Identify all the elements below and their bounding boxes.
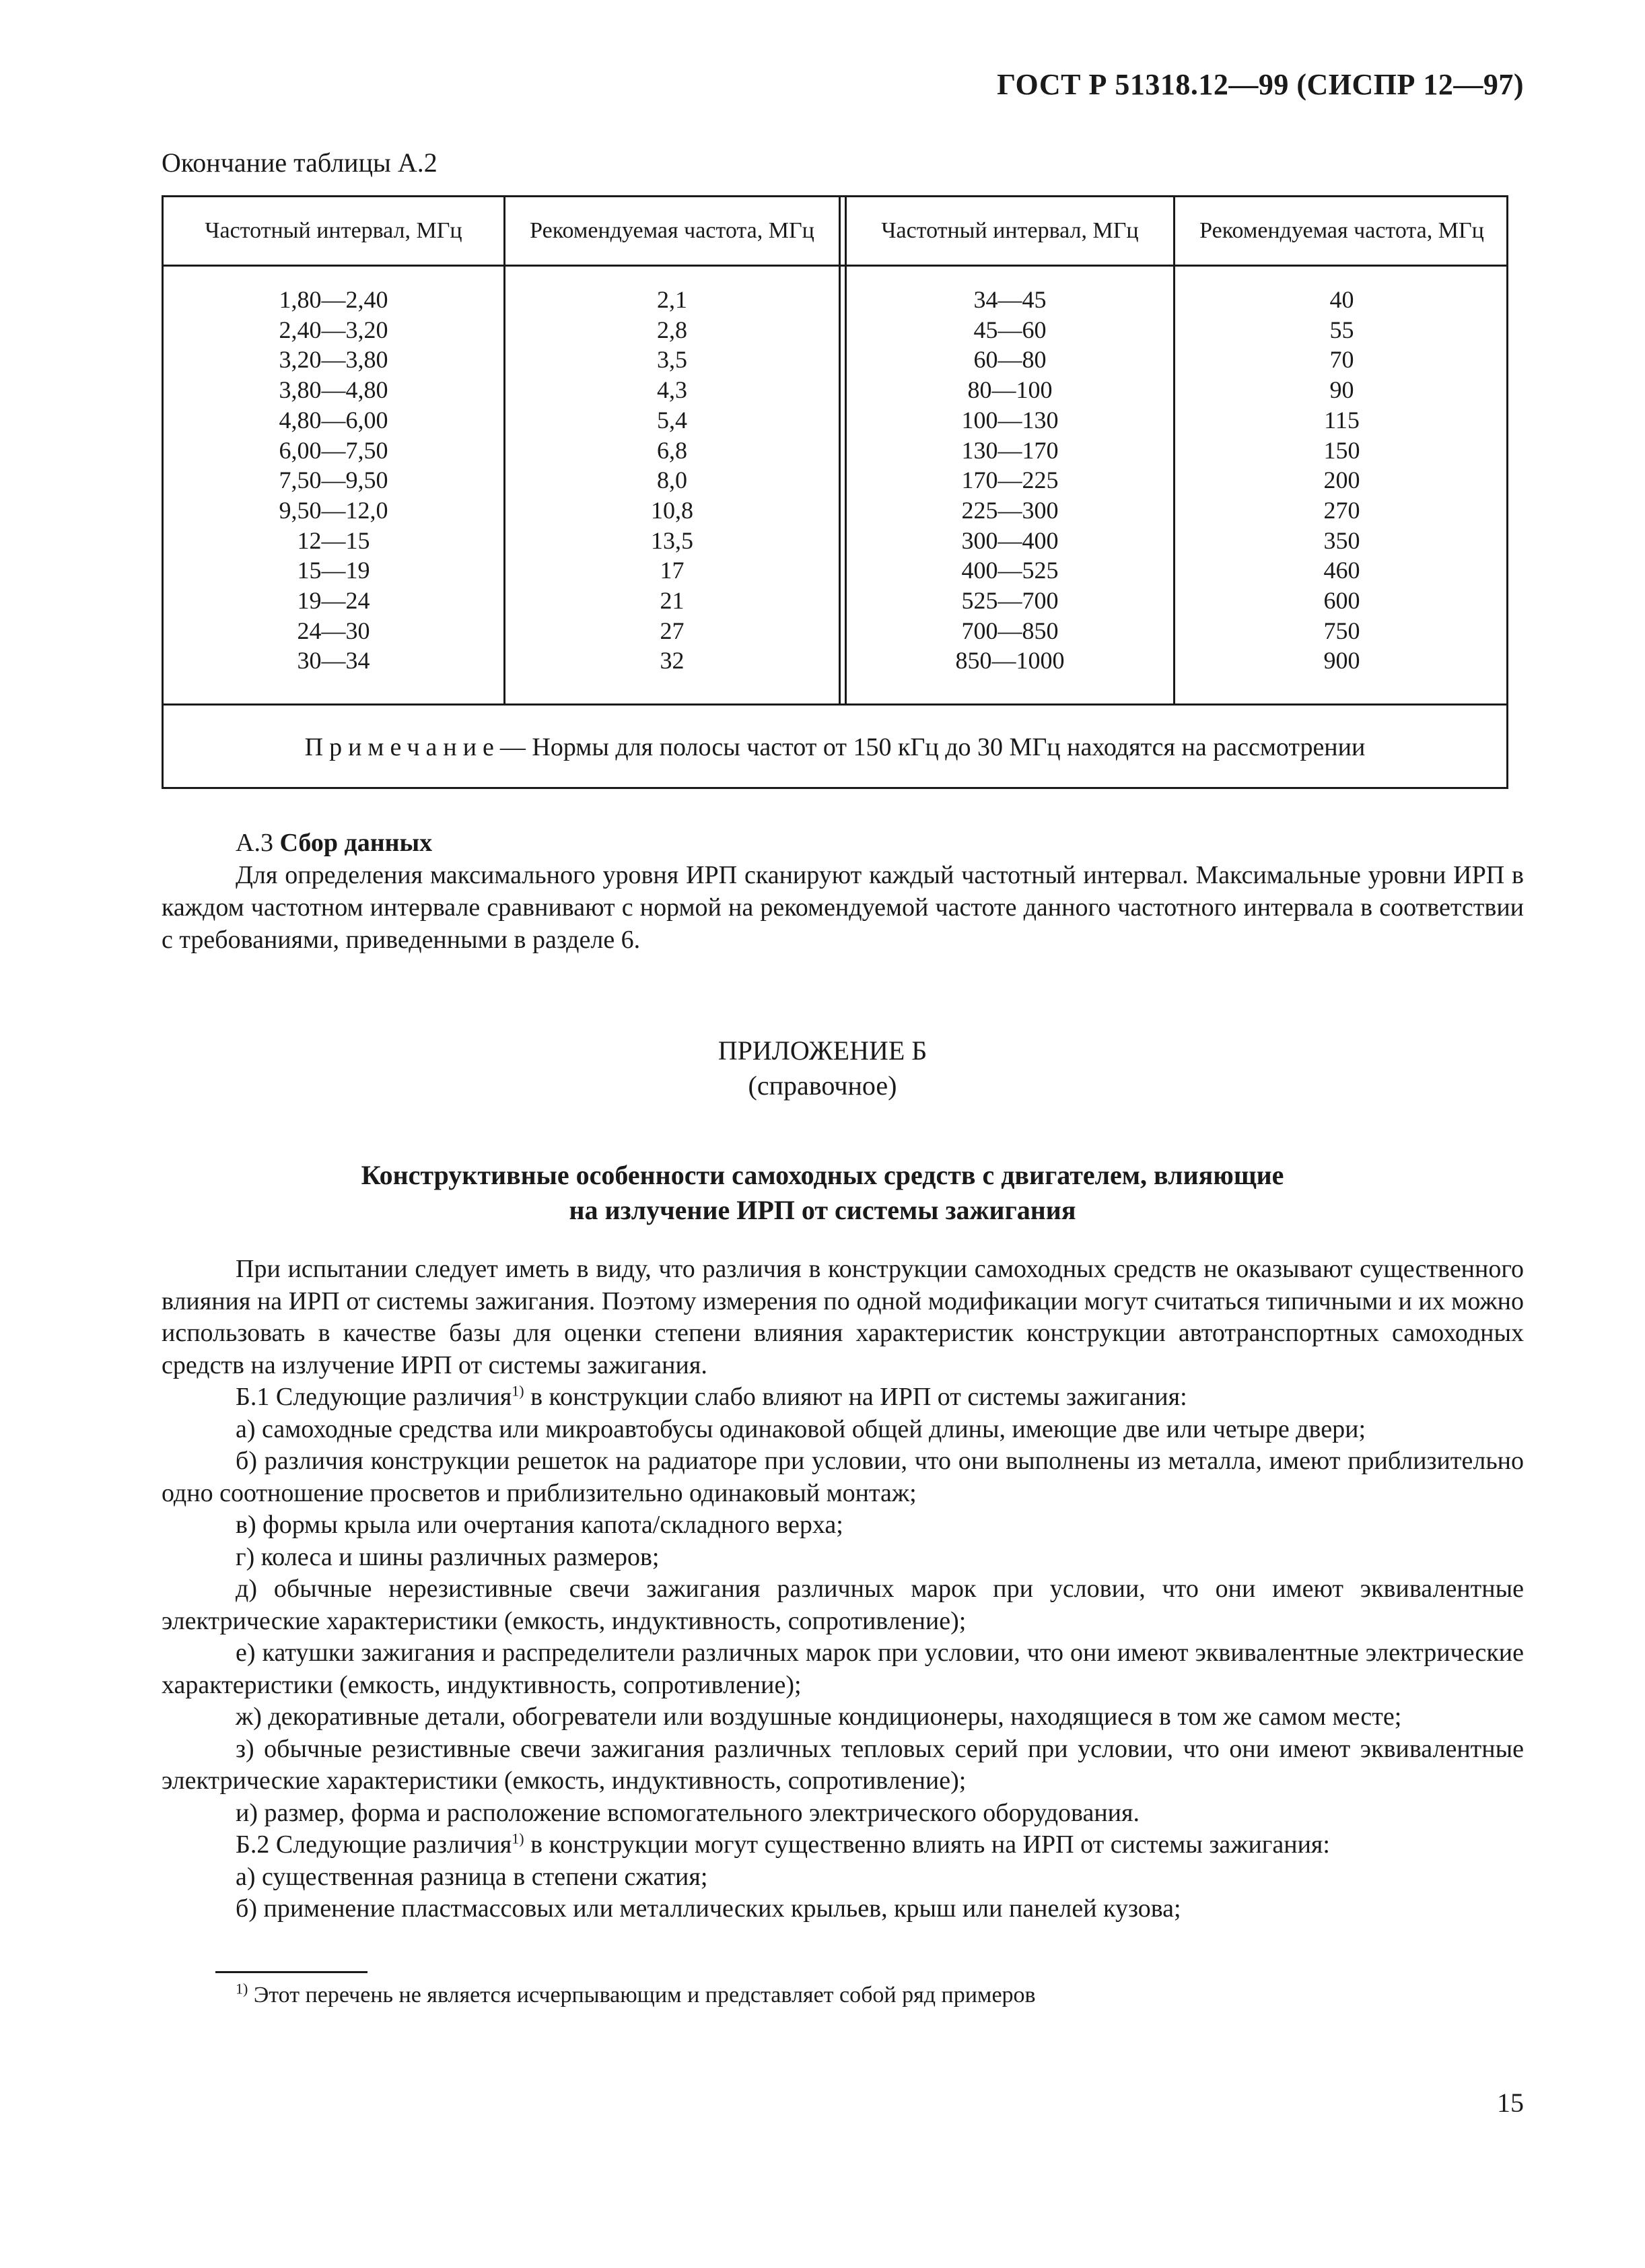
list-item: и) размер, форма и расположение вспомогательного электрического оборудования. (236, 1798, 1140, 1827)
table-column-recommended: 40 55 70 90 115 150 200 270 350 460 600 750 900 (1323, 286, 1360, 675)
table-column-recommended: 2,1 2,8 3,5 4,3 5,4 6,8 8,0 10,8 13,5 17 21 27 32 (651, 286, 693, 675)
list-item: б) применение пластмассовых или металлических крыльев, крыш или панелей кузова; (236, 1894, 1181, 1923)
table-header-interval: Частотный интервал, МГц (205, 218, 462, 243)
note-text: — Нормы для полосы частот от 150 кГц до 30 МГц находятся на рассмотрении (499, 733, 1366, 761)
appendix-heading-line: на излучение ИРП от системы зажигания (569, 1195, 1076, 1225)
list-item: г) колеса и шины различных размеров; (236, 1542, 660, 1571)
appendix-heading-line: Конструктивные особенности самоходных средств с двигателем, влияющие (361, 1160, 1284, 1190)
table-caption: Окончание таблицы А.2 (162, 147, 438, 178)
appendix-body (162, 1253, 1524, 1925)
footnote-divider (215, 1971, 368, 1973)
appendix-subtitle: (справочное) (748, 1070, 897, 1101)
section-a3-heading (162, 827, 1524, 859)
table-divider (839, 197, 841, 706)
list-item: а) самоходные средства или микроавтобусы одинаковой общей длины, имеющие две или четыре двери; (236, 1414, 1366, 1443)
page-number: 15 (1497, 2088, 1524, 2118)
section-title: Сбор данных (279, 829, 433, 857)
clause-text: Б.1 Следующие различия (236, 1383, 512, 1411)
table-header-recommended: Рекомендуемая частота, МГц (530, 218, 814, 243)
footnote-mark: 1) (236, 1980, 248, 1997)
clause-text: в конструкции могут существенно влиять на ИРП от системы зажигания: (524, 1830, 1330, 1859)
list-item: ж) декоративные детали, обогреватели или воздушные кондиционеры, находящиеся в том же самом месте; (236, 1703, 1402, 1731)
note-label: Примечание (304, 733, 500, 761)
list-item: з) обычные резистивные свечи зажигания различных тепловых серий при условии, что они имеют эквивалентные электрические характеристики (емкость, индуктивность, сопротивление); (162, 1734, 1524, 1795)
footnote-text: Этот перечень не является исчерпывающим и представляет собой ряд примеров (248, 1983, 1036, 2007)
standard-code-header: ГОСТ Р 51318.12—99 (СИСПР 12—97) (997, 68, 1524, 101)
table-note (164, 706, 1506, 789)
clause-text: Б.2 Следующие различия (236, 1830, 512, 1859)
table-column-interval: 34—45 45—60 60—80 80—100 100—130 130—170 170—225 225—300 300—400 400—525 525—700 700—850 850—1000 (955, 286, 1065, 675)
table-column-interval: 1,80—2,40 2,40—3,20 3,20—3,80 3,80—4,80 4,80—6,00 6,00—7,50 7,50—9,50 9,50—12,0 12—15 15—19 19—24 24—30 30—34 (279, 286, 388, 675)
section-a3-text: Для определения максимального уровня ИРП сканируют каждый частотный интервал. Максимальные уровни ИРП в каждом частотном интервале сравнивают с нормой на рекомендуемой частоте данного частотного интервала в соответствии с требованиями, приведенными в разделе 6. (162, 861, 1524, 954)
table-header-interval: Частотный интервал, МГц (881, 218, 1139, 243)
list-item: д) обычные нерезистивные свечи зажигания различных марок при условии, что они имеют эквивалентные электрические характеристики (емкость, индуктивность, сопротивление); (162, 1575, 1524, 1635)
list-item: б) различия конструкции решеток на радиаторе при условии, что они выполнены из металла, имеют приблизительно одно соотношение просветов и приблизительно одинаковый монтаж; (162, 1447, 1524, 1507)
footnote (236, 1980, 1036, 2008)
frequency-table (162, 195, 1508, 789)
list-item: е) катушки зажигания и распределители различных марок при условии, что они имеют эквивалентные электрические характеристики (емкость, индуктивность, сопротивление); (162, 1639, 1524, 1699)
footnote-ref: 1) (512, 1382, 524, 1400)
section-a3 (162, 827, 1524, 956)
table-divider (164, 265, 1506, 267)
appendix-title: ПРИЛОЖЕНИЕ Б (718, 1035, 928, 1066)
list-item: а) существенная разница в степени сжатия; (236, 1862, 708, 1891)
clause-b2 (162, 1829, 1524, 1861)
table-header-recommended: Рекомендуемая частота, МГц (1199, 218, 1484, 243)
list-item: в) формы крыла или очертания капота/складного верха; (236, 1511, 843, 1539)
appendix-title-block (0, 1033, 1645, 1103)
section-number: А.3 (236, 829, 280, 857)
intro-paragraph: При испытании следует иметь в виду, что различия в конструкции самоходных средств не оказывают существенного влияния на ИРП от системы зажигания. Поэтому измерения по одной модификации могут считаться типичными и их можно использовать в качестве базы для оценки степени влияния характеристик конструкции автотранспортных самоходных средств на излучение ИРП от системы зажигания. (162, 1255, 1524, 1379)
clause-b1 (162, 1381, 1524, 1414)
footnote-ref: 1) (512, 1830, 524, 1847)
appendix-heading (0, 1158, 1645, 1228)
clause-text: в конструкции слабо влияют на ИРП от системы зажигания: (524, 1383, 1187, 1411)
